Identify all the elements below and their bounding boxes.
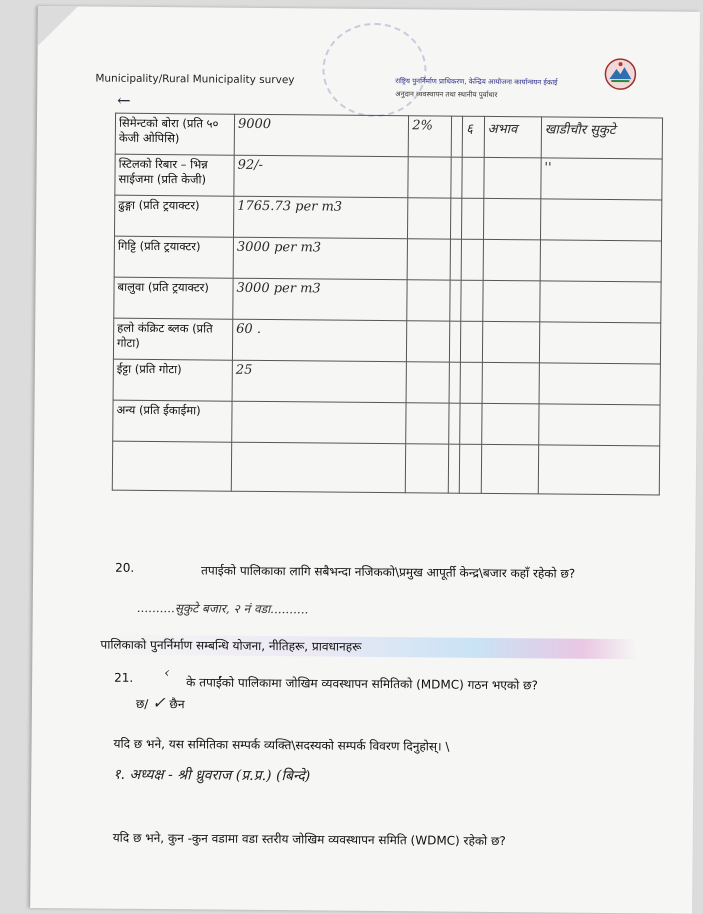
table-row	[115, 113, 662, 159]
material-name-cell: बालुवा (प्रति ट्रयाक्टर)	[114, 277, 233, 319]
table-row	[114, 236, 661, 282]
table-row	[113, 400, 660, 446]
wdmc-question: यदि छ भने, कुन -कुन वडामा वडा स्तरीय जोखिम व्यवस्थापन समिति (WDMC) रहेको छ?	[112, 830, 506, 849]
committee-member-1: १. अध्यक्ष - श्री ध्रुवराज (प्र.प्र.) (बिन्दे)	[113, 766, 311, 785]
material-name-cell: सिमेन्टको बोरा (प्रति ५० केजी ओपिसि)	[115, 113, 234, 155]
value-cell	[408, 198, 451, 239]
material-name-cell: ढुङ्गा (प्रति ट्रयाक्टर)	[114, 195, 233, 237]
page-fold-corner	[38, 6, 78, 46]
survey-title: Municipality/Rural Municipality survey	[95, 72, 295, 87]
government-emblem-icon	[603, 57, 637, 91]
value-cell	[450, 239, 461, 280]
value-cell	[540, 199, 662, 241]
value-cell	[483, 239, 540, 280]
value-cell	[449, 362, 460, 403]
material-name-cell: ईट्टा (प्रति गोटा)	[113, 359, 232, 401]
value-cell	[460, 444, 482, 493]
value-cell	[482, 280, 539, 321]
material-name-cell: स्टिलको रिबार – भिन्न साईजमा (प्रति केजी)	[115, 154, 234, 196]
value-cell	[538, 445, 660, 495]
value-cell	[451, 198, 462, 239]
value-cell	[452, 116, 463, 157]
value-cell	[232, 401, 407, 444]
organization-header	[395, 75, 627, 103]
table-row	[113, 318, 660, 364]
survey-page	[30, 6, 700, 914]
value-cell	[461, 321, 483, 362]
org-line-1: राष्ट्रिय पुनर्निर्माण प्राधिकरण, केन्द्रिय आयोजना कार्यान्वयन ईकाई	[395, 77, 558, 87]
value-cell	[407, 239, 450, 280]
table-row	[115, 154, 662, 200]
value-cell	[484, 157, 541, 198]
table-row	[114, 277, 661, 323]
question-number: 21.	[114, 670, 134, 685]
value-cell: 9000	[234, 114, 409, 157]
value-cell	[449, 444, 460, 493]
question-text: तपाईको पालिकाका लागि सबैभन्दा नजिकको\प्रमुख आपूर्ती केन्द्र\बजार कहाँ रहेको छ?	[201, 563, 576, 581]
value-cell: ६	[462, 116, 484, 157]
value-cell	[481, 444, 539, 493]
material-name-cell: अन्य (प्रति ईकाईमा)	[113, 400, 232, 442]
value-cell	[483, 198, 540, 239]
value-cell: अभाव	[484, 116, 541, 157]
value-cell: 3000 per m3	[233, 237, 408, 280]
value-cell	[540, 281, 662, 323]
material-rates-table	[112, 113, 663, 496]
option-no: छैन	[169, 697, 185, 712]
value-cell	[406, 362, 449, 403]
value-cell	[539, 322, 661, 364]
table-row	[113, 359, 660, 405]
value-cell	[482, 362, 539, 403]
value-cell: 3000 per m3	[233, 278, 408, 321]
value-cell	[406, 444, 449, 493]
value-cell: ''	[541, 158, 663, 200]
handwritten-mark: ←	[117, 90, 131, 110]
value-cell	[540, 240, 662, 282]
org-line-2: अनुदान व्यवस्थापन तथा स्थानीय पुर्वाधार	[395, 90, 498, 100]
value-cell	[539, 363, 661, 405]
value-cell: 25	[232, 360, 407, 403]
question-number: 20.	[115, 560, 135, 575]
value-cell	[481, 403, 538, 444]
value-cell	[460, 362, 482, 403]
question-20-answer: ..........सुकुटे बजार, २ नं वडा..........	[136, 600, 309, 617]
value-cell	[407, 321, 450, 362]
value-cell	[450, 280, 461, 321]
value-cell	[462, 157, 484, 198]
value-cell: 60 .	[232, 319, 407, 362]
table-row	[114, 195, 661, 241]
contact-details-prompt: यदि छ भने, यस समितिका सम्पर्क व्यक्ति\सदस्यको सम्पर्क विवरण दिनुहोस्। \	[113, 736, 450, 754]
value-cell	[461, 280, 483, 321]
value-cell: खाडीचौर सुकुटे	[541, 117, 663, 159]
material-name-cell: गिट्टि (प्रति ट्रयाक्टर)	[114, 236, 233, 278]
material-name-cell: हलो कंक्रिट ब्लक (प्रति गोटा)	[113, 318, 232, 360]
value-cell	[462, 198, 484, 239]
official-stamp	[322, 22, 427, 117]
section-heading: पालिकाको पुनर्निर्माण सम्बन्धि योजना, नीतिहरू, प्रावधानहरू	[96, 635, 636, 660]
value-cell: 92/-	[234, 155, 409, 198]
value-cell	[482, 321, 539, 362]
question-text: के तपाईंको पालिकामा जोखिम व्यवस्थापन समितिको (MDMC) गठन भएको छ?	[186, 675, 538, 693]
value-cell	[450, 321, 461, 362]
material-name-cell	[112, 441, 231, 491]
value-cell	[408, 157, 451, 198]
value-cell: 2%	[409, 116, 452, 157]
value-cell: 1765.73 per m3	[233, 196, 408, 239]
handwritten-mark: ‹	[164, 665, 170, 682]
value-cell	[406, 403, 449, 444]
value-cell	[451, 157, 462, 198]
value-cell	[461, 239, 483, 280]
value-cell	[460, 403, 482, 444]
question-20	[115, 560, 655, 581]
question-21-options	[136, 693, 185, 712]
value-cell	[407, 280, 450, 321]
option-yes: छ/	[135, 696, 149, 711]
value-cell	[449, 403, 460, 444]
value-cell	[231, 442, 406, 493]
table-row	[112, 441, 659, 495]
value-cell	[539, 404, 661, 446]
check-mark-icon: ✓	[152, 693, 166, 713]
